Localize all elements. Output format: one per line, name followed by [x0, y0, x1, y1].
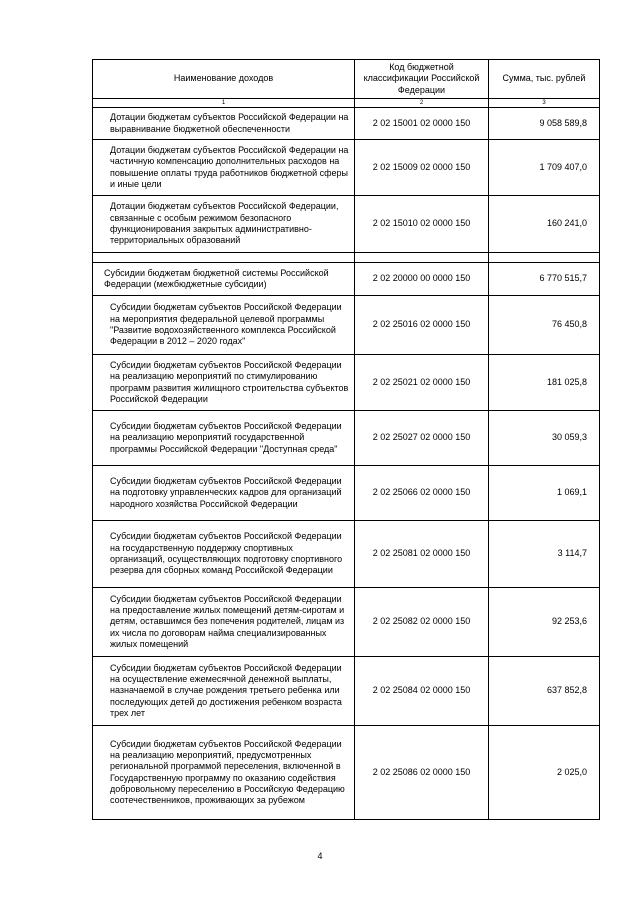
table-row	[93, 108, 600, 140]
row-name: Субсидии бюджетам субъектов Российской Федерации на мероприятия федеральной целевой программы "Развитие водохозяйственного комплекса Российской Федерации в 2012 – 2020 годах"	[93, 296, 355, 355]
row-name: Субсидии бюджетам субъектов Российской Федерации на предоставление жилых помещений детям-сиротам и детям, оставшимся без попечения родителей, лицам из их числа по договорам найма специализированных жилых помещений	[93, 588, 355, 657]
table-header-row	[93, 60, 600, 99]
row-name: Субсидии бюджетам субъектов Российской Федерации на подготовку управленческих кадров для организаций народного хозяйства Российской Федерации	[93, 466, 355, 521]
revenue-table	[92, 59, 600, 820]
row-sum: 6 770 515,7	[489, 263, 600, 296]
row-sum: 9 058 589,8	[489, 108, 600, 140]
column-number: 1	[93, 99, 355, 108]
table-row	[93, 657, 600, 726]
row-code: 2 02 25082 02 0000 150	[355, 588, 489, 657]
table-row	[93, 588, 600, 657]
column-number: 3	[489, 99, 600, 108]
header-name: Наименование доходов	[93, 60, 355, 99]
table-row	[93, 196, 600, 253]
row-name: Субсидии бюджетам субъектов Российской Федерации на реализацию мероприятий, предусмотренных региональной программой переселения, включенной в Государственную программу по оказанию содействия добровольному переселению в Российскую Федерацию соотечественников, проживающих за рубежом	[93, 726, 355, 820]
row-sum: 3 114,7	[489, 521, 600, 588]
column-number-row	[93, 99, 600, 108]
row-code: 2 02 25021 02 0000 150	[355, 355, 489, 411]
spacer-row	[93, 253, 600, 263]
row-code: 2 02 25086 02 0000 150	[355, 726, 489, 820]
row-name: Субсидии бюджетам субъектов Российской Федерации на государственную поддержку спортивных организаций, осуществляющих подготовку спортивного резерва для сборных команд Российской Федерации	[93, 521, 355, 588]
header-sum: Сумма, тыс. рублей	[489, 60, 600, 99]
table-row	[93, 521, 600, 588]
row-sum: 92 253,6	[489, 588, 600, 657]
row-sum: 76 450,8	[489, 296, 600, 355]
table-row	[93, 466, 600, 521]
row-code: 2 02 15009 02 0000 150	[355, 140, 489, 196]
row-sum: 30 059,3	[489, 411, 600, 466]
table-row	[93, 263, 600, 296]
row-name: Дотации бюджетам субъектов Российской Федерации, связанные с особым режимом безопасного функционирования закрытых административно-территориальных образований	[93, 196, 355, 253]
table-row	[93, 140, 600, 196]
table-row	[93, 726, 600, 820]
row-code: 2 02 15001 02 0000 150	[355, 108, 489, 140]
row-sum: 2 025,0	[489, 726, 600, 820]
table-row	[93, 411, 600, 466]
row-sum: 637 852,8	[489, 657, 600, 726]
row-sum: 1 069,1	[489, 466, 600, 521]
row-name: Субсидии бюджетам субъектов Российской Федерации на реализацию мероприятий по стимулированию программ развития жилищного строительства субъектов Российской Федерации	[93, 355, 355, 411]
row-name: Субсидии бюджетам субъектов Российской Федерации на осуществление ежемесячной денежной выплаты, назначаемой в случае рождения третьего ребенка или последующих детей до достижения ребенком возраста трех лет	[93, 657, 355, 726]
row-name: Дотации бюджетам субъектов Российской Федерации на частичную компенсацию дополнительных расходов на повышение оплаты труда работников бюджетной сферы и иные цели	[93, 140, 355, 196]
row-name: Субсидии бюджетам субъектов Российской Федерации на реализацию мероприятий государственной программы Российской Федерации "Доступная среда"	[93, 411, 355, 466]
row-sum: 1 709 407,0	[489, 140, 600, 196]
column-number: 2	[355, 99, 489, 108]
row-code: 2 02 25066 02 0000 150	[355, 466, 489, 521]
row-name: Субсидии бюджетам бюджетной системы Российской Федерации (межбюджетные субсидии)	[93, 263, 355, 296]
row-name: Дотации бюджетам субъектов Российской Федерации на выравнивание бюджетной обеспеченности	[93, 108, 355, 140]
table-row	[93, 296, 600, 355]
row-sum: 160 241,0	[489, 196, 600, 253]
row-code: 2 02 25016 02 0000 150	[355, 296, 489, 355]
table-row	[93, 355, 600, 411]
row-code: 2 02 25081 02 0000 150	[355, 521, 489, 588]
page-number: 4	[317, 851, 323, 861]
row-code: 2 02 25084 02 0000 150	[355, 657, 489, 726]
row-sum: 181 025,8	[489, 355, 600, 411]
row-code: 2 02 25027 02 0000 150	[355, 411, 489, 466]
row-code: 2 02 15010 02 0000 150	[355, 196, 489, 253]
header-code: Код бюджетной классификации Российской Федерации	[355, 60, 489, 99]
row-code: 2 02 20000 00 0000 150	[355, 263, 489, 296]
